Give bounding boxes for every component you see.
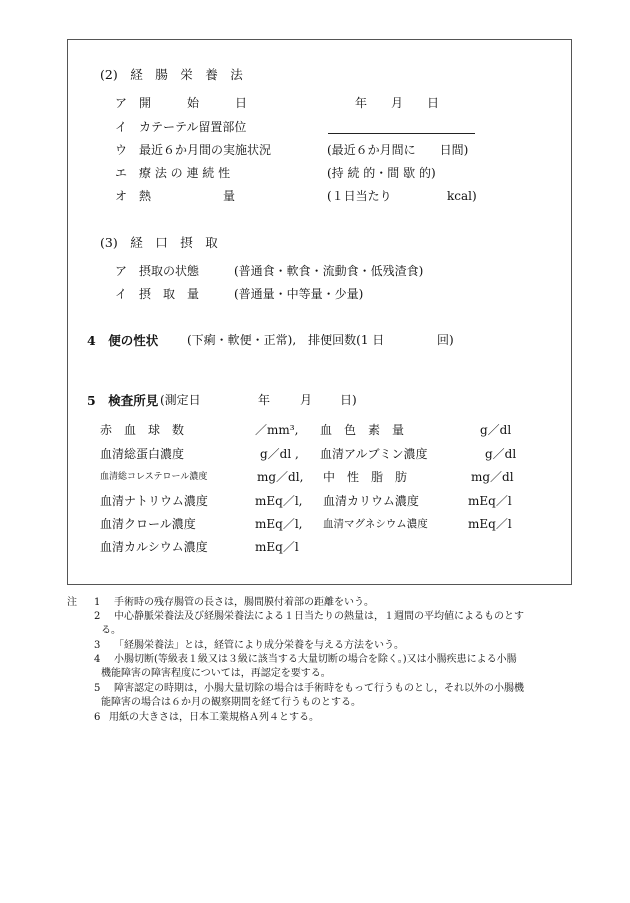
intake-amount-label: イ 摂 取 量 [115, 287, 200, 301]
note-5-number: 5 [94, 683, 101, 694]
calcium-label: 血清カルシウム濃度 [100, 540, 208, 554]
continuity-value: (持 続 的・間 歇 的) [327, 166, 436, 180]
recent-status-label: ウ 最近６か月間の実施状況 [115, 143, 272, 157]
note-4-line-1: 小腸切断(等級表１級又は３級に該当する大量切断の場合を除く。)又は小腸疾患による小腸 [114, 654, 517, 665]
note-3-number: 3 [94, 640, 101, 651]
magnesium-unit: mEq／l [468, 517, 512, 531]
note-4-line-2: 機能障害の障害程度については，再認定を要する。 [101, 668, 331, 679]
note-1-number: 1 [94, 597, 101, 608]
oral-heading: (3) 経 口 摂 取 [100, 235, 218, 250]
total-protein-unit: g／dl , [260, 447, 299, 461]
hb-label: 血 色 素 量 [320, 423, 405, 437]
note-6-number: 6 [94, 712, 101, 723]
note-2-number: 2 [94, 611, 101, 622]
potassium-unit: mEq／l [468, 494, 512, 508]
triglyceride-label: 中 性 脂 肪 [323, 470, 408, 484]
lab-date-label: (測定日 [160, 393, 201, 407]
chloride-label: 血清クロール濃度 [100, 517, 196, 531]
calorie-unit: kcal) [447, 189, 477, 203]
note-4-number: 4 [94, 654, 101, 665]
albumin-unit: g／dl [485, 447, 517, 461]
chloride-unit: mEq／l, [255, 517, 303, 531]
intake-state-label: ア 摂取の状態 [115, 264, 200, 278]
catheter-site-blank[interactable] [328, 133, 475, 134]
magnesium-label: 血清マグネシウム濃度 [323, 518, 428, 530]
continuity-label: エ 療 法 の 連 続 性 [115, 166, 231, 180]
calorie-label: オ 熱 量 [115, 189, 236, 203]
start-date-label: ア 開 始 日 [115, 96, 248, 110]
hb-unit: g／dl [480, 423, 512, 437]
note-5-line-1: 障害認定の時期は，小腸大量切除の場合は手術時をもって行うものとし，それ以外の小腸機 [114, 683, 524, 694]
potassium-label: 血清カリウム濃度 [323, 494, 419, 508]
note-6: 用紙の大きさは，日本工業規格Ａ列４とする。 [109, 712, 319, 723]
start-date-value: 年 月 日 [355, 96, 440, 110]
calcium-unit: mEq／l [255, 540, 299, 554]
total-protein-label: 血清総蛋白濃度 [100, 447, 185, 461]
triglyceride-unit: mg／dl [471, 470, 514, 484]
sodium-unit: mEq／l, [255, 494, 303, 508]
note-2-line-1: 中心静脈栄養法及び経腸栄養法による１日当たりの熱量は，１週間の平均値によるものとす [114, 611, 524, 622]
note-1: 手術時の残存腸管の長さは，腸間膜付着部の距離をいう。 [114, 597, 374, 608]
sodium-label: 血清ナトリウム濃度 [100, 494, 208, 508]
lab-date-year: 年 [258, 393, 271, 407]
intake-amount-value: (普通量・中等量・少量) [234, 287, 364, 301]
lab-heading: 5 検査所見 [87, 393, 159, 408]
stool-heading: 4 便の性状 [87, 333, 159, 348]
cholesterol-unit: mg／dl, [257, 470, 304, 484]
rbc-unit: ／mm³, [255, 423, 299, 437]
notes-prefix: 注 [67, 597, 77, 608]
recent-status-value: (最近６か月間に 日間) [327, 143, 469, 157]
enteral-heading: (2) 経 腸 栄 養 法 [100, 67, 243, 82]
lab-date-month: 月 [300, 393, 313, 407]
catheter-site-label: イ カテーテル留置部位 [115, 120, 247, 134]
cholesterol-label: 血清総コレステロール濃度 [100, 472, 208, 482]
note-5-line-2: 能障害の場合は６か月の観察期間を経て行うものとする。 [101, 697, 361, 708]
calorie-value: (１日当たり [327, 189, 392, 203]
stool-unit: 回) [437, 333, 454, 347]
albumin-label: 血清アルブミン濃度 [320, 447, 428, 461]
intake-state-value: (普通食・軟食・流動食・低残渣食) [234, 264, 424, 278]
note-2-line-2: る。 [101, 625, 121, 636]
note-3: 「経腸栄養法」とは，経管により成分栄養を与える方法をいう。 [114, 640, 404, 651]
stool-value: (下痢・軟便・正常), 排便回数(1 日 [187, 333, 385, 347]
lab-date-day: 日) [340, 393, 357, 407]
rbc-label: 赤 血 球 数 [100, 423, 185, 437]
